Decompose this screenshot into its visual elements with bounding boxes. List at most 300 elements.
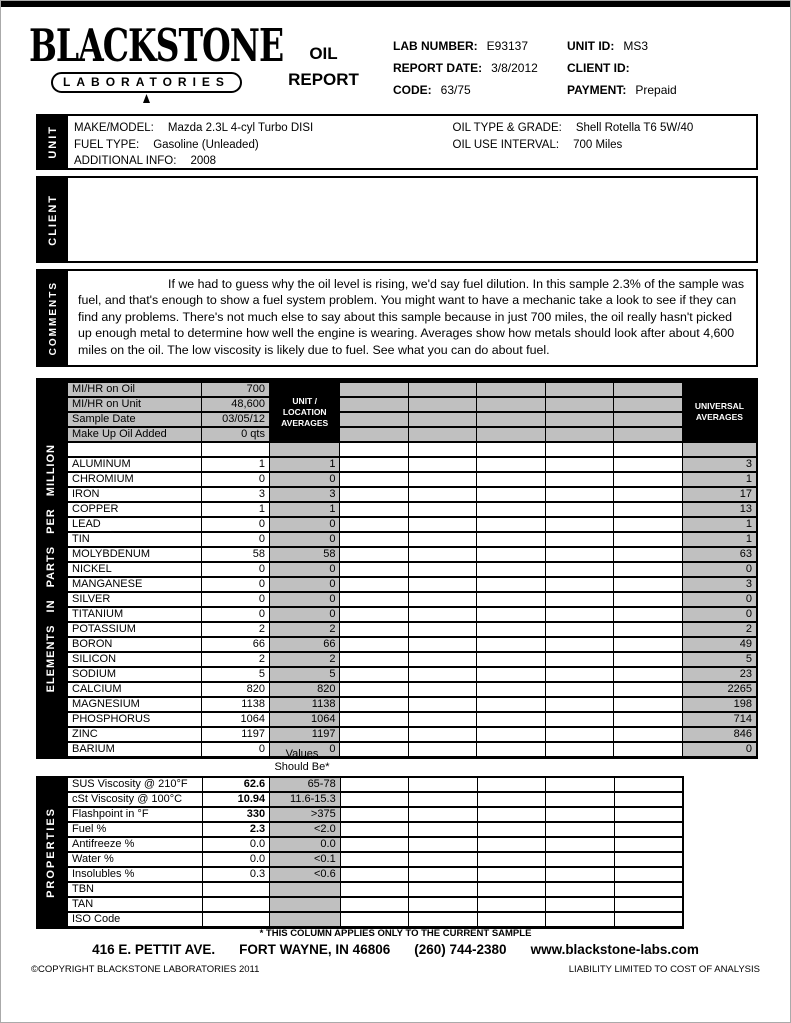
element-value-cell: 1197 <box>202 727 269 742</box>
property-should-be-cell: 65-78 <box>270 777 341 792</box>
empty-cell <box>545 682 613 697</box>
empty-cell <box>340 697 408 712</box>
property-should-be-cell: <0.1 <box>270 852 341 867</box>
liability-text: LIABILITY LIMITED TO COST OF ANALYSIS <box>568 964 760 975</box>
property-row <box>67 807 683 822</box>
element-value-cell: 5 <box>202 667 269 682</box>
empty-cell <box>545 607 613 622</box>
empty-cell <box>614 727 682 742</box>
empty-cell <box>340 792 409 807</box>
empty-cell <box>408 381 476 398</box>
element-row <box>67 562 757 577</box>
page-top-border <box>1 1 790 7</box>
blackstone-logo <box>29 19 284 103</box>
make-model-value: Mazda 2.3L 4-cyl Turbo DISI <box>167 122 314 134</box>
element-universal-avg-cell: 2265 <box>682 682 757 697</box>
empty-cell <box>545 712 613 727</box>
empty-cell <box>477 792 546 807</box>
property-value-cell: 62.6 <box>202 777 270 792</box>
client-section-sidebar <box>38 178 68 261</box>
empty-cell <box>340 667 408 682</box>
empty-cell <box>408 697 476 712</box>
logo-wordmark: BLACKSTONE <box>29 19 284 72</box>
element-row <box>67 547 757 562</box>
empty-cell <box>340 442 408 457</box>
unit-id-row <box>567 38 677 60</box>
empty-cell <box>545 697 613 712</box>
element-value-cell: 0 <box>202 592 269 607</box>
property-row <box>67 837 683 852</box>
empty-cell <box>546 882 615 897</box>
empty-cell <box>408 457 476 472</box>
empty-cell <box>409 867 478 882</box>
empty-cell <box>408 472 476 487</box>
element-row <box>67 457 757 472</box>
element-name-cell: COPPER <box>67 502 202 517</box>
element-row <box>67 472 757 487</box>
properties-section <box>36 776 684 929</box>
empty-cell <box>340 502 408 517</box>
properties-table <box>66 776 684 929</box>
comments-section <box>36 269 758 367</box>
element-universal-avg-cell: 714 <box>682 712 757 727</box>
element-row <box>67 622 757 637</box>
empty-cell <box>340 532 408 547</box>
empty-cell <box>477 472 545 487</box>
client-section-label: CLIENT <box>47 193 59 246</box>
element-value-cell: 3 <box>202 487 269 502</box>
empty-cell <box>340 912 409 928</box>
unit-section-label: UNIT <box>47 125 59 159</box>
property-value-cell: 0.0 <box>202 852 270 867</box>
element-universal-avg-cell: 0 <box>682 592 757 607</box>
element-row <box>67 532 757 547</box>
empty-cell <box>340 562 408 577</box>
properties-section-label: PROPERTIES <box>45 807 57 898</box>
property-name-cell: TAN <box>67 897 202 912</box>
empty-cell <box>614 562 682 577</box>
empty-cell <box>477 697 545 712</box>
property-row <box>67 912 683 928</box>
empty-cell <box>545 742 613 758</box>
element-name-cell: LEAD <box>67 517 202 532</box>
element-name-cell: BARIUM <box>67 742 202 758</box>
empty-cell <box>477 562 545 577</box>
element-value-cell: 0 <box>202 562 269 577</box>
universal-averages-header: UNIVERSAL AVERAGES <box>682 381 757 443</box>
unit-location-averages-header: UNIT / LOCATION AVERAGES <box>269 381 340 443</box>
empty-cell <box>340 867 409 882</box>
code-value: 63/75 <box>440 83 471 97</box>
element-universal-avg-cell: 63 <box>682 547 757 562</box>
element-name-cell: CALCIUM <box>67 682 202 697</box>
empty-cell <box>545 412 613 427</box>
code-label: CODE: <box>393 83 432 97</box>
unit-id-label: UNIT ID: <box>567 39 615 53</box>
element-universal-avg-cell: 17 <box>682 487 757 502</box>
empty-cell <box>340 607 408 622</box>
element-unit-loc-avg-cell: 0 <box>269 532 340 547</box>
fuel-type-label: FUEL TYPE: <box>74 138 140 151</box>
empty-cell <box>340 727 408 742</box>
property-value-cell: 0.0 <box>202 837 270 852</box>
empty-cell <box>545 547 613 562</box>
element-universal-avg-cell: 0 <box>682 562 757 577</box>
empty-cell <box>340 427 408 442</box>
element-unit-loc-avg-cell: 1 <box>269 457 340 472</box>
element-name-cell: ZINC <box>67 727 202 742</box>
empty-cell <box>546 897 615 912</box>
empty-cell <box>545 562 613 577</box>
current-sample-footnote: * THIS COLUMN APPLIES ONLY TO THE CURRENT SAMPLE <box>259 928 532 939</box>
empty-cell <box>340 652 408 667</box>
empty-cell <box>477 852 546 867</box>
elements-rows <box>67 457 757 758</box>
element-universal-avg-cell: 1 <box>682 517 757 532</box>
empty-cell <box>614 412 682 427</box>
report-date-value: 3/8/2012 <box>491 61 538 75</box>
element-universal-avg-cell: 846 <box>682 727 757 742</box>
property-row <box>67 822 683 837</box>
comments-section-label: COMMENTS <box>47 280 59 356</box>
mi-hr-on-oil-row <box>67 381 757 398</box>
empty-cell <box>545 442 613 457</box>
empty-cell <box>546 792 615 807</box>
empty-cell <box>477 427 545 442</box>
empty-cell <box>408 427 476 442</box>
empty-cell <box>614 622 682 637</box>
empty-cell <box>202 442 269 457</box>
element-universal-avg-cell: 1 <box>682 472 757 487</box>
element-name-cell: SILVER <box>67 592 202 607</box>
empty-cell <box>477 637 545 652</box>
empty-cell <box>477 592 545 607</box>
properties-rows <box>67 777 683 928</box>
element-row <box>67 727 757 742</box>
empty-cell <box>614 852 683 867</box>
report-info-left <box>393 38 538 104</box>
element-universal-avg-cell: 5 <box>682 652 757 667</box>
element-value-cell: 820 <box>202 682 269 697</box>
empty-cell <box>409 807 478 822</box>
client-section <box>36 176 758 263</box>
property-value-cell <box>202 897 270 912</box>
element-value-cell: 1 <box>202 457 269 472</box>
empty-cell <box>614 867 683 882</box>
empty-cell <box>340 852 409 867</box>
empty-cell <box>409 882 478 897</box>
empty-cell <box>614 882 683 897</box>
element-value-cell: 66 <box>202 637 269 652</box>
empty-cell <box>477 837 546 852</box>
oil-use-interval-label: OIL USE INTERVAL: <box>452 138 560 151</box>
client-id-label: CLIENT ID: <box>567 61 630 75</box>
client-section-content <box>68 178 756 261</box>
empty-cell <box>477 742 545 758</box>
element-row <box>67 592 757 607</box>
empty-cell <box>408 532 476 547</box>
empty-cell <box>340 457 408 472</box>
unit-left-column <box>74 120 453 168</box>
empty-cell <box>340 622 408 637</box>
element-universal-avg-cell: 3 <box>682 577 757 592</box>
empty-cell <box>477 622 545 637</box>
empty-cell <box>614 502 682 517</box>
empty-cell <box>614 472 682 487</box>
element-value-cell: 0 <box>202 517 269 532</box>
property-name-cell: cSt Viscosity @ 100°C <box>67 792 202 807</box>
element-universal-avg-cell: 2 <box>682 622 757 637</box>
empty-cell <box>477 667 545 682</box>
mi-hr-on-oil-label: MI/HR on Oil <box>67 381 202 398</box>
element-name-cell: CHROMIUM <box>67 472 202 487</box>
empty-cell <box>477 882 546 897</box>
empty-cell <box>614 607 682 622</box>
empty-cell <box>340 637 408 652</box>
empty-cell <box>340 807 409 822</box>
property-name-cell: Water % <box>67 852 202 867</box>
sample-date-row <box>67 412 757 427</box>
empty-cell <box>477 381 545 398</box>
element-row <box>67 502 757 517</box>
mi-hr-on-oil-value: 700 <box>202 381 269 398</box>
empty-cell <box>408 487 476 502</box>
empty-cell <box>409 897 478 912</box>
empty-cell <box>614 912 683 928</box>
payment-label: PAYMENT: <box>567 83 627 97</box>
element-value-cell: 0 <box>202 742 269 758</box>
element-name-cell: MAGNESIUM <box>67 697 202 712</box>
make-up-oil-row <box>67 427 757 442</box>
oil-use-interval-value: 700 Miles <box>573 138 623 151</box>
element-name-cell: TIN <box>67 532 202 547</box>
property-row <box>67 867 683 882</box>
empty-cell <box>409 837 478 852</box>
city-state-zip: FORT WAYNE, IN 46806 <box>239 942 391 957</box>
empty-cell <box>340 882 409 897</box>
copyright-line <box>31 964 760 975</box>
element-name-cell: MANGANESE <box>67 577 202 592</box>
empty-cell <box>546 777 615 792</box>
element-value-cell: 1 <box>202 502 269 517</box>
element-name-cell: NICKEL <box>67 562 202 577</box>
property-name-cell: SUS Viscosity @ 210°F <box>67 777 202 792</box>
empty-cell <box>546 822 615 837</box>
property-should-be-cell <box>270 897 341 912</box>
spacer-row <box>67 442 757 457</box>
empty-cell <box>477 517 545 532</box>
element-universal-avg-cell: 198 <box>682 697 757 712</box>
empty-cell <box>340 822 409 837</box>
make-up-oil-value: 0 qts <box>202 427 269 442</box>
values-should-be-line2: Should Be* <box>274 761 330 773</box>
logo-subtitle: LABORATORIES <box>51 72 242 93</box>
empty-cell <box>546 912 615 928</box>
element-value-cell: 0 <box>202 607 269 622</box>
element-value-cell: 58 <box>202 547 269 562</box>
property-should-be-cell: >375 <box>270 807 341 822</box>
element-universal-avg-cell: 0 <box>682 742 757 758</box>
empty-cell <box>545 397 613 412</box>
empty-cell <box>477 652 545 667</box>
payment-value: Prepaid <box>635 83 677 97</box>
page-title-line1: OIL <box>309 44 338 63</box>
empty-cell <box>546 852 615 867</box>
additional-info-row <box>74 153 453 170</box>
empty-cell <box>408 577 476 592</box>
property-value-cell: 10.94 <box>202 792 270 807</box>
lab-number-value: E93137 <box>486 39 529 53</box>
property-value-cell: 330 <box>202 807 270 822</box>
empty-cell <box>614 652 682 667</box>
empty-cell <box>408 727 476 742</box>
empty-cell <box>477 487 545 502</box>
element-unit-loc-avg-cell: 0 <box>269 472 340 487</box>
property-row <box>67 852 683 867</box>
empty-cell <box>545 637 613 652</box>
empty-cell <box>340 381 408 398</box>
empty-cell <box>614 427 682 442</box>
fuel-type-row <box>74 137 453 154</box>
empty-cell <box>614 697 682 712</box>
empty-cell <box>340 487 408 502</box>
empty-cell <box>614 837 683 852</box>
element-value-cell: 1138 <box>202 697 269 712</box>
element-unit-loc-avg-cell: 1064 <box>269 712 340 727</box>
empty-cell <box>545 472 613 487</box>
website-link[interactable]: www.blackstone-labs.com <box>530 942 699 957</box>
elements-meta-rows <box>67 381 757 458</box>
empty-cell <box>477 912 546 928</box>
unit-id-value: MS3 <box>623 39 649 53</box>
empty-cell <box>408 547 476 562</box>
empty-cell <box>614 397 682 412</box>
empty-cell <box>614 742 682 758</box>
empty-cell <box>614 667 682 682</box>
empty-cell <box>545 532 613 547</box>
element-unit-loc-avg-cell: 0 <box>269 577 340 592</box>
element-value-cell: 0 <box>202 532 269 547</box>
empty-cell <box>545 577 613 592</box>
street-address: 416 E. PETTIT AVE. <box>92 942 216 957</box>
elements-section-label: ELEMENTS IN PARTS PER MILLION <box>45 444 57 693</box>
empty-cell <box>408 637 476 652</box>
element-value-cell: 1064 <box>202 712 269 727</box>
empty-cell <box>477 727 545 742</box>
property-name-cell: Insolubles % <box>67 867 202 882</box>
empty-cell <box>545 667 613 682</box>
empty-cell <box>408 397 476 412</box>
empty-cell <box>614 792 683 807</box>
empty-cell <box>340 592 408 607</box>
property-name-cell: ISO Code <box>67 912 202 928</box>
element-name-cell: SILICON <box>67 652 202 667</box>
values-should-be-line1: Values <box>285 748 319 760</box>
empty-cell <box>477 712 545 727</box>
property-name-cell: Flashpoint in °F <box>67 807 202 822</box>
empty-cell <box>408 622 476 637</box>
property-value-cell <box>202 882 270 897</box>
empty-cell <box>682 442 757 457</box>
properties-section-sidebar <box>36 776 66 929</box>
empty-cell <box>340 472 408 487</box>
empty-cell <box>408 712 476 727</box>
empty-cell <box>408 682 476 697</box>
values-should-be-header <box>246 748 358 774</box>
elements-table <box>66 378 758 759</box>
empty-cell <box>546 807 615 822</box>
element-name-cell: POTASSIUM <box>67 622 202 637</box>
empty-cell <box>409 792 478 807</box>
empty-cell <box>269 442 340 457</box>
empty-cell <box>546 867 615 882</box>
empty-cell <box>614 381 682 398</box>
element-row <box>67 607 757 622</box>
property-should-be-cell: <2.0 <box>270 822 341 837</box>
empty-cell <box>477 442 545 457</box>
property-value-cell: 2.3 <box>202 822 270 837</box>
element-value-cell: 2 <box>202 652 269 667</box>
empty-cell <box>614 682 682 697</box>
empty-cell <box>67 442 202 457</box>
empty-cell <box>477 682 545 697</box>
empty-cell <box>477 457 545 472</box>
empty-cell <box>614 637 682 652</box>
empty-cell <box>545 517 613 532</box>
empty-cell <box>408 592 476 607</box>
empty-cell <box>340 517 408 532</box>
element-name-cell: SODIUM <box>67 667 202 682</box>
oil-type-grade-value: Shell Rotella T6 5W/40 <box>575 122 694 134</box>
empty-cell <box>340 712 408 727</box>
element-universal-avg-cell: 0 <box>682 607 757 622</box>
element-unit-loc-avg-cell: 0 <box>269 592 340 607</box>
element-unit-loc-avg-cell: 66 <box>269 637 340 652</box>
unit-section-content <box>68 116 756 168</box>
make-model-label: MAKE/MODEL: <box>74 122 154 134</box>
additional-info-label: ADDITIONAL INFO: <box>74 155 177 167</box>
empty-cell <box>408 562 476 577</box>
element-unit-loc-avg-cell: 820 <box>269 682 340 697</box>
comments-section-content <box>68 271 756 365</box>
property-should-be-cell <box>270 882 341 897</box>
mi-hr-on-unit-row <box>67 397 757 412</box>
elements-section <box>36 378 758 759</box>
element-name-cell: TITANIUM <box>67 607 202 622</box>
report-date-label: REPORT DATE: <box>393 61 483 75</box>
element-unit-loc-avg-cell: 0 <box>269 517 340 532</box>
empty-cell <box>408 502 476 517</box>
additional-info-value: 2008 <box>190 155 217 167</box>
empty-cell <box>340 547 408 562</box>
element-value-cell: 2 <box>202 622 269 637</box>
oil-type-grade-label: OIL TYPE & GRADE: <box>452 122 562 134</box>
report-date-row <box>393 60 538 82</box>
element-unit-loc-avg-cell: 2 <box>269 622 340 637</box>
empty-cell <box>546 837 615 852</box>
empty-cell <box>614 532 682 547</box>
element-name-cell: ALUMINUM <box>67 457 202 472</box>
property-value-cell: 0.3 <box>202 867 270 882</box>
empty-cell <box>340 397 408 412</box>
element-unit-loc-avg-cell: 1138 <box>269 697 340 712</box>
property-row <box>67 792 683 807</box>
element-row <box>67 682 757 697</box>
element-universal-avg-cell: 1 <box>682 532 757 547</box>
element-row <box>67 652 757 667</box>
empty-cell <box>408 442 476 457</box>
empty-cell <box>340 897 409 912</box>
